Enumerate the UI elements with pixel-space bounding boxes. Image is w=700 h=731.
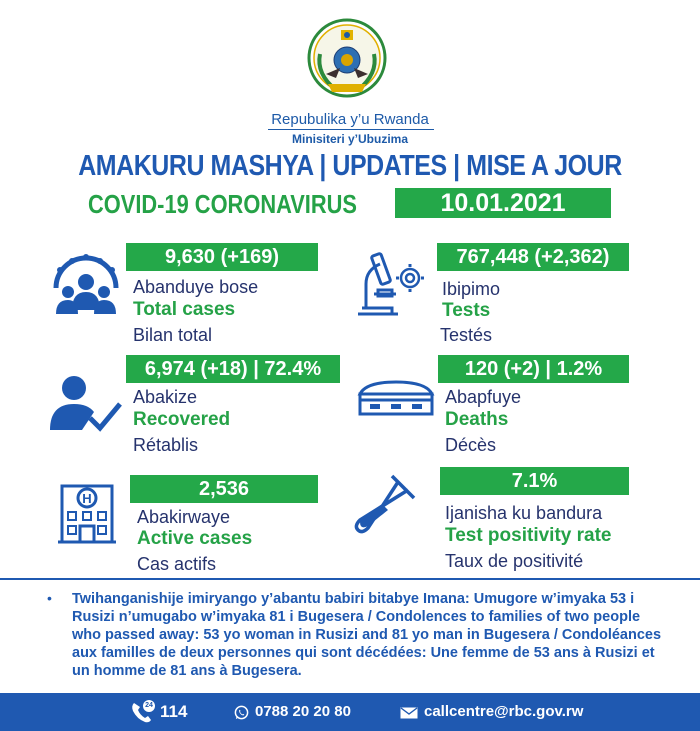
total-cases-label-fr: Bilan total	[133, 325, 213, 345]
government-name: Repubulika y’u Rwanda	[271, 111, 429, 128]
active-cases-label-en: Active cases	[137, 528, 253, 549]
deaths-label-rw: Abapfuye	[445, 387, 522, 407]
active-cases-label-rw: Abakirwaye	[137, 507, 231, 527]
deaths-label-en: Deaths	[445, 409, 509, 430]
whatsapp-icon	[234, 705, 249, 720]
total-cases-label-en: Total cases	[133, 299, 236, 320]
page-title: AMAKURU MASHYA | UPDATES | MISE A JOUR	[78, 150, 622, 182]
note-top-divider	[0, 578, 700, 580]
recovered-label-en: Recovered	[133, 409, 231, 430]
positivity-label-rw: Ijanisha ku bandura	[445, 503, 603, 523]
tests-label-en: Tests	[442, 300, 491, 321]
test-tube-icon	[352, 470, 424, 538]
hospital-icon	[56, 478, 118, 546]
date-badge: 10.01.2021	[395, 188, 611, 218]
hotline-badge: 24	[145, 702, 153, 709]
active-cases-value: 2,536	[130, 475, 318, 503]
page-subtitle: COVID-19 CORONAVIRUS	[88, 189, 357, 219]
coffin-icon	[356, 378, 436, 418]
svg-text:H: H	[82, 491, 92, 506]
email-icon	[400, 707, 418, 719]
recovered-value: 6,974 (+18) | 72.4%	[126, 355, 340, 383]
note-bullet: •	[47, 590, 52, 606]
hotline-number[interactable]: 114	[160, 702, 188, 721]
people-group-icon	[48, 252, 124, 322]
condolence-note: Twihanganishije imiryango y’abantu babiri bitabye Imana: Umugore w’imyaka 53 i Rusizi n’umugabo w’imyaka 81 i Bugesera / Condolences to families of two people who passed away: 53 yo woman in Rusizi and 81 yo man in Bugesera / Condoléances aux familles de deux personnes qui sont décédées: Une femme de 53 ans à Rusizi et un homme de 81 ans à Bugesera.	[72, 591, 662, 679]
total-cases-value: 9,630 (+169)	[126, 243, 318, 271]
positivity-label-fr: Taux de positivité	[445, 551, 584, 571]
person-check-icon	[48, 374, 122, 432]
whatsapp-number[interactable]: 0788 20 20 80	[255, 703, 351, 720]
deaths-label-fr: Décès	[445, 435, 497, 455]
deaths-value: 120 (+2) | 1.2%	[438, 355, 629, 383]
positivity-label-en: Test positivity rate	[445, 525, 612, 546]
rwanda-seal-icon	[306, 14, 388, 104]
total-cases-label-rw: Abanduye bose	[133, 277, 259, 297]
email-address[interactable]: callcentre@rbc.gov.rw	[424, 703, 584, 720]
recovered-label-rw: Abakize	[133, 387, 198, 407]
header-rule	[268, 129, 434, 130]
microscope-icon	[352, 250, 428, 318]
tests-label-fr: Testés	[440, 325, 493, 345]
recovered-label-fr: Rétablis	[133, 435, 199, 455]
positivity-value: 7.1%	[440, 467, 629, 495]
ministry-name: Minisiteri y’Ubuzima	[291, 132, 409, 146]
active-cases-label-fr: Cas actifs	[137, 554, 217, 574]
tests-label-rw: Ibipimo	[442, 279, 501, 299]
tests-value: 767,448 (+2,362)	[437, 243, 629, 271]
footer-bar	[0, 693, 700, 731]
